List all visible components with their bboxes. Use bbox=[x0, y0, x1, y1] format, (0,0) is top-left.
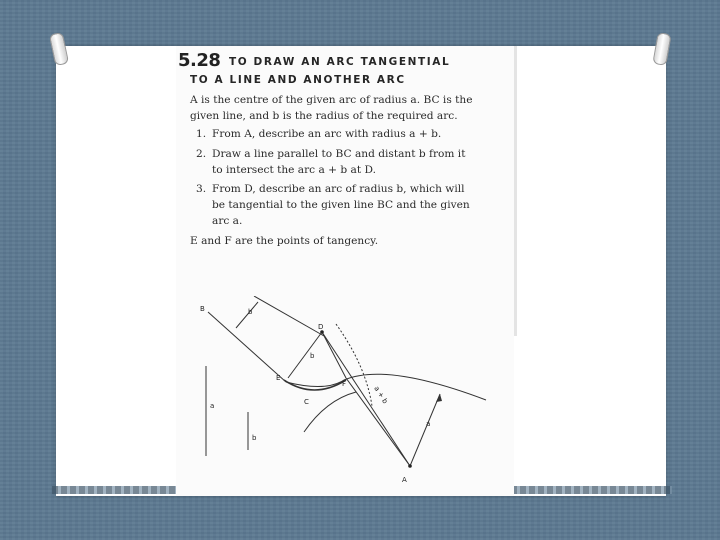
step-1-number: 1. bbox=[196, 128, 207, 140]
lower-arc-c bbox=[304, 392, 356, 432]
label-d-point: D bbox=[318, 323, 324, 331]
binder-peg-left bbox=[49, 32, 69, 66]
label-e-point: E bbox=[276, 374, 281, 382]
required-arc-b bbox=[284, 380, 346, 390]
radius-de bbox=[288, 332, 322, 378]
parallel-line bbox=[254, 296, 324, 336]
section-title-line1: TO DRAW AN ARC TANGENTIAL bbox=[229, 56, 451, 68]
radius-df bbox=[322, 332, 346, 378]
label-c-point: C bbox=[304, 398, 309, 406]
step-1-line-1: From A, describe an arc with radius a + b. bbox=[212, 128, 442, 140]
conclusion-text: E and F are the points of tangency. bbox=[190, 235, 379, 247]
step-3-line-3: arc a. bbox=[212, 215, 243, 227]
label-a-reference: a bbox=[210, 402, 215, 410]
label-a-radius: a bbox=[426, 420, 431, 428]
radius-a-line bbox=[410, 394, 440, 466]
step-3-number: 3. bbox=[196, 183, 207, 195]
label-b-distance: b bbox=[248, 308, 253, 316]
step-2-number: 2. bbox=[196, 148, 207, 160]
label-a-point: A bbox=[402, 476, 407, 484]
label-b-radius: b bbox=[310, 352, 315, 360]
intro-line-2: given line, and b is the radius of the required arc. bbox=[190, 110, 458, 122]
point-a-marker bbox=[408, 464, 412, 468]
step-2-line-2: to intersect the arc a + b at D. bbox=[212, 164, 376, 176]
binder-peg-right bbox=[652, 32, 671, 66]
step-3-line-1: From D, describe an arc of radius b, which will bbox=[212, 183, 465, 195]
label-f-point: F bbox=[342, 380, 347, 388]
section-number: 5.28 bbox=[178, 50, 221, 71]
scanned-page-edge bbox=[514, 46, 517, 336]
step-3-line-2: be tangential to the given line BC and the given bbox=[212, 199, 470, 211]
label-b-reference: b bbox=[252, 434, 257, 442]
arc-a-plus-b bbox=[336, 324, 372, 406]
label-b-point: B bbox=[200, 305, 205, 313]
line-d-to-a bbox=[322, 332, 410, 466]
label-a-plus-b: a + b bbox=[372, 384, 390, 406]
tangent-arc-diagram bbox=[196, 296, 496, 490]
intro-line-1: A is the centre of the given arc of radius a. BC is the bbox=[190, 94, 473, 106]
b-dimension-line bbox=[236, 302, 258, 328]
section-title-line2: TO A LINE AND ANOTHER ARC bbox=[190, 74, 406, 86]
given-line-bc bbox=[208, 312, 286, 382]
step-2-line-1: Draw a line parallel to BC and distant b from it bbox=[212, 148, 466, 160]
